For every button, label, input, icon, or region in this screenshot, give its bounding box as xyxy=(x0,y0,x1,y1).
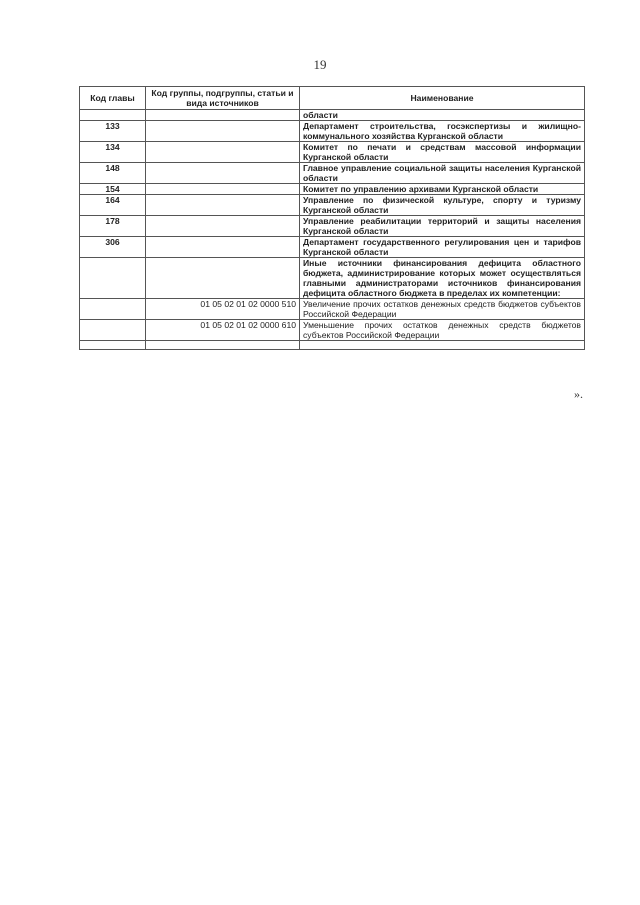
cell-name: Комитет по управлению архивами Курганской области xyxy=(300,184,585,195)
cell-name: области xyxy=(300,110,585,121)
closing-quote: ». xyxy=(574,387,583,401)
table-row xyxy=(80,110,585,121)
cell-code xyxy=(80,258,146,299)
cell-source xyxy=(146,216,300,237)
cell-name: Управление реабилитации территорий и защиты населения Курганской области xyxy=(300,216,585,237)
cell-code xyxy=(80,299,146,320)
table-row xyxy=(80,184,585,195)
table-row xyxy=(80,216,585,237)
table-row xyxy=(80,121,585,142)
table-row xyxy=(80,237,585,258)
cell-code xyxy=(80,341,146,350)
cell-code xyxy=(80,110,146,121)
cell-name: Департамент государственного регулирования цен и тарифов Курганской области xyxy=(300,237,585,258)
table-row xyxy=(80,163,585,184)
cell-source xyxy=(146,184,300,195)
cell-source xyxy=(146,163,300,184)
cell-code: 164 xyxy=(80,195,146,216)
cell-code xyxy=(80,320,146,341)
table-row xyxy=(80,341,585,350)
table-row xyxy=(80,258,585,299)
cell-code: 134 xyxy=(80,142,146,163)
cell-code: 154 xyxy=(80,184,146,195)
cell-name: Увеличение прочих остатков денежных средств бюджетов субъектов Российской Федерации xyxy=(300,299,585,320)
cell-name: Департамент строительства, госэкспертизы и жилищно-коммунального хозяйства Курганской области xyxy=(300,121,585,142)
cell-source xyxy=(146,142,300,163)
cell-source xyxy=(146,237,300,258)
cell-name: Управление по физической культуре, спорту и туризму Курганской области xyxy=(300,195,585,216)
cell-source: 01 05 02 01 02 0000 610 xyxy=(146,320,300,341)
cell-source xyxy=(146,121,300,142)
cell-source: 01 05 02 01 02 0000 510 xyxy=(146,299,300,320)
cell-name xyxy=(300,341,585,350)
table-row xyxy=(80,195,585,216)
cell-name: Комитет по печати и средствам массовой информации Курганской области xyxy=(300,142,585,163)
page-number: 19 xyxy=(313,57,327,72)
table-row xyxy=(80,299,585,320)
cell-code: 133 xyxy=(80,121,146,142)
cell-name: Иные источники финансирования дефицита областного бюджета, администрирование которых может осуществляться главными администраторами источников финансирования дефицита областного бюджета в пределах их компетенции: xyxy=(300,258,585,299)
cell-code: 148 xyxy=(80,163,146,184)
table-header-row xyxy=(80,87,585,110)
header-name: Наименование xyxy=(300,87,585,110)
cell-name: Уменьшение прочих остатков денежных средств бюджетов субъектов Российской Федерации xyxy=(300,320,585,341)
cell-name: Главное управление социальной защиты населения Курганской области xyxy=(300,163,585,184)
header-code: Код главы xyxy=(80,87,146,110)
cell-source xyxy=(146,258,300,299)
cell-source xyxy=(146,341,300,350)
cell-code: 178 xyxy=(80,216,146,237)
cell-source xyxy=(146,110,300,121)
sources-table xyxy=(79,86,585,350)
table-row xyxy=(80,320,585,341)
cell-code: 306 xyxy=(80,237,146,258)
table-row xyxy=(80,142,585,163)
header-source: Код группы, подгруппы, статьи и вида источников xyxy=(146,87,300,110)
cell-source xyxy=(146,195,300,216)
